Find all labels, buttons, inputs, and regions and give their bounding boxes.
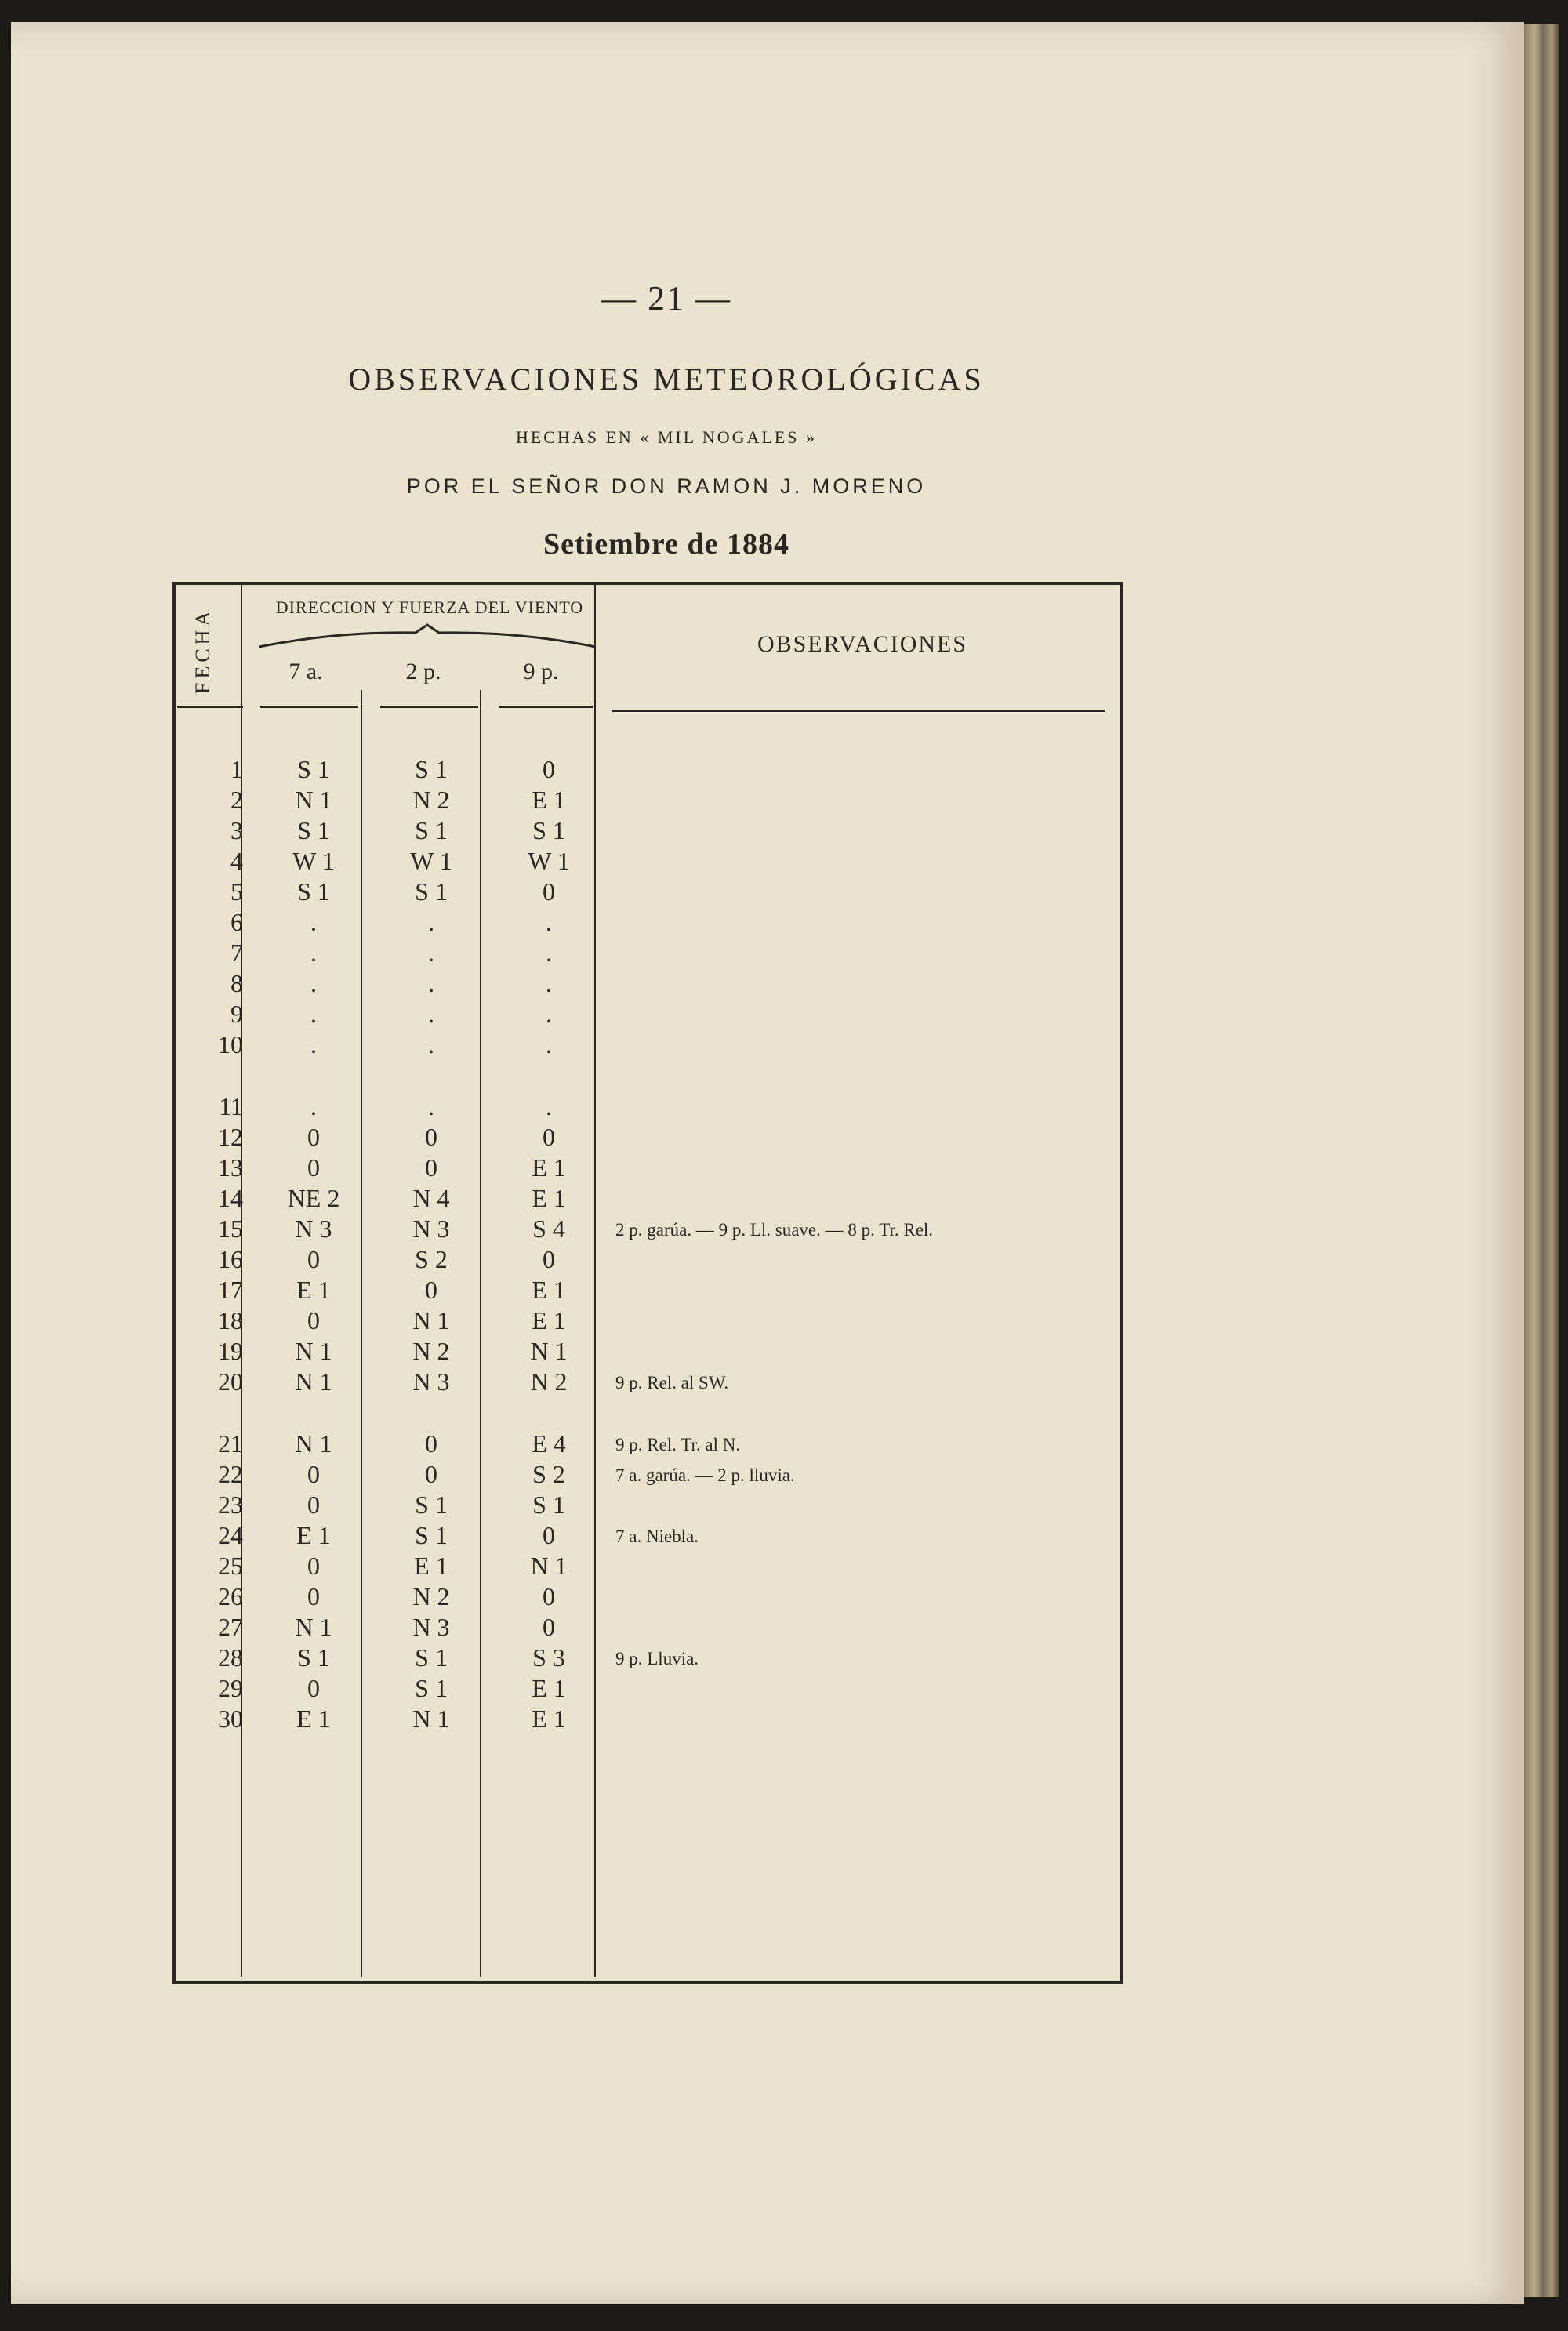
row-day: 7	[230, 939, 243, 967]
wind-2p: 0	[425, 1153, 437, 1182]
row-day: 1	[230, 755, 243, 783]
wind-2p: N 3	[412, 1613, 450, 1641]
row-day: 5	[230, 877, 243, 906]
wind-2p: N 2	[412, 1337, 450, 1365]
row-day: 17	[218, 1276, 243, 1304]
wind-9p: W 1	[528, 847, 570, 875]
row-day: 20	[218, 1367, 243, 1396]
time-header-2p: 2 p.	[405, 659, 441, 684]
wind-9p: S 4	[532, 1215, 565, 1243]
fecha-header: FECHA	[191, 607, 214, 695]
wind-9p: E 1	[532, 1705, 566, 1733]
wind-7a: S 1	[297, 1643, 330, 1672]
row-day: 11	[219, 1092, 243, 1120]
wind-9p: 0	[543, 1613, 555, 1641]
row-day: 4	[230, 847, 243, 875]
row-day: 9	[230, 1000, 243, 1028]
wind-7a: N 1	[295, 1367, 332, 1396]
row-day: 12	[218, 1123, 243, 1151]
wind-7a: 0	[307, 1674, 320, 1702]
wind-7a: .	[310, 1092, 317, 1120]
wind-7a: NE 2	[287, 1184, 340, 1212]
wind-2p: .	[428, 939, 434, 967]
wind-9p: E 4	[532, 1429, 566, 1458]
wind-2p: S 1	[415, 1521, 448, 1549]
page-number: — 21 —	[601, 279, 731, 318]
wind-9p: .	[546, 1092, 552, 1120]
month-heading: Setiembre de 1884	[543, 528, 789, 561]
wind-9p: E 1	[532, 1184, 566, 1212]
row-day: 18	[218, 1306, 243, 1334]
row-day: 21	[218, 1429, 243, 1458]
wind-9p: E 1	[532, 1153, 566, 1182]
row-day: 3	[230, 816, 243, 844]
wind-2p: N 1	[412, 1306, 450, 1334]
page-title: OBSERVACIONES METEOROLÓGICAS	[348, 361, 985, 397]
row-day: 2	[230, 786, 243, 814]
observation-note: 7 a. Niebla.	[615, 1527, 699, 1546]
wind-2p: S 2	[415, 1245, 448, 1273]
row-day: 29	[218, 1674, 243, 1702]
wind-9p: .	[546, 1030, 552, 1058]
wind-9p: E 1	[532, 1276, 566, 1304]
wind-7a: N 1	[295, 786, 332, 814]
header-rule	[499, 706, 593, 708]
row-day: 23	[218, 1490, 243, 1519]
row-day: 22	[218, 1460, 243, 1488]
wind-9p: E 1	[532, 786, 566, 814]
wind-9p: N 2	[530, 1367, 568, 1396]
wind-9p: S 1	[532, 816, 565, 844]
wind-7a: N 3	[295, 1215, 332, 1243]
wind-9p: S 2	[532, 1460, 565, 1488]
wind-2p: W 1	[410, 847, 452, 875]
wind-2p: 0	[425, 1460, 437, 1488]
wind-9p: 0	[543, 1123, 555, 1151]
wind-7a: 0	[307, 1153, 320, 1182]
row-day: 8	[230, 969, 243, 997]
row-day: 6	[230, 908, 243, 936]
wind-2p: N 4	[412, 1184, 450, 1212]
row-day: 25	[218, 1552, 243, 1580]
wind-7a: E 1	[296, 1276, 331, 1304]
wind-2p: 0	[425, 1429, 437, 1458]
wind-7a: 0	[307, 1490, 320, 1519]
row-day: 24	[218, 1521, 243, 1549]
wind-9p: S 1	[532, 1490, 565, 1519]
author-line: POR EL SEÑOR DON RAMON J. MORENO	[406, 474, 927, 498]
row-day: 19	[218, 1337, 243, 1365]
header-rule	[380, 706, 478, 708]
wind-7a: S 1	[297, 816, 330, 844]
wind-9p: 0	[543, 755, 555, 783]
wind-2p: S 1	[415, 816, 448, 844]
observations-header: OBSERVACIONES	[757, 631, 968, 657]
wind-2p: N 2	[412, 1582, 450, 1610]
wind-7a: S 1	[297, 877, 330, 906]
wind-2p: N 3	[412, 1367, 450, 1396]
wind-9p: .	[546, 908, 552, 936]
wind-2p: S 1	[415, 1490, 448, 1519]
wind-9p: 0	[543, 1245, 555, 1273]
wind-7a: E 1	[296, 1521, 331, 1549]
header-rule	[177, 706, 243, 708]
wind-9p: N 1	[530, 1552, 568, 1580]
subtitle: HECHAS EN « MIL NOGALES »	[515, 427, 817, 447]
wind-2p: E 1	[414, 1552, 448, 1580]
wind-9p: 0	[543, 1521, 555, 1549]
observation-note: 9 p. Rel. Tr. al N.	[615, 1435, 741, 1454]
wind-7a: .	[310, 908, 317, 936]
wind-7a: E 1	[296, 1705, 331, 1733]
row-day: 28	[218, 1643, 243, 1672]
time-header-9p: 9 p.	[523, 659, 559, 684]
row-day: 30	[218, 1705, 243, 1733]
header-rule	[260, 706, 358, 708]
wind-7a: 0	[307, 1582, 320, 1610]
wind-7a: 0	[307, 1306, 320, 1334]
observation-note: 9 p. Rel. al SW.	[615, 1373, 729, 1392]
wind-7a: .	[310, 939, 317, 967]
observation-note: 9 p. Lluvia.	[615, 1649, 699, 1668]
wind-9p: S 3	[532, 1643, 565, 1672]
wind-2p: N 1	[412, 1705, 450, 1733]
wind-9p: E 1	[532, 1306, 566, 1334]
row-day: 27	[218, 1613, 243, 1641]
wind-2p: S 1	[415, 877, 448, 906]
wind-2p: S 1	[415, 755, 448, 783]
row-day: 14	[218, 1184, 243, 1212]
page-edge	[1524, 24, 1559, 2297]
observation-note: 7 a. garúa. — 2 p. lluvia.	[615, 1465, 795, 1485]
wind-7a: .	[310, 1030, 317, 1058]
wind-direction-header: DIRECCION Y FUERZA DEL VIENTO	[275, 597, 584, 617]
wind-2p: .	[428, 908, 434, 936]
wind-9p: E 1	[532, 1674, 566, 1702]
row-day: 26	[218, 1582, 243, 1610]
wind-2p: 0	[425, 1276, 437, 1304]
wind-7a: .	[310, 969, 317, 997]
wind-2p: .	[428, 1092, 434, 1120]
header-rule	[612, 710, 1105, 712]
wind-7a: N 1	[295, 1429, 332, 1458]
time-header-7a: 7 a.	[289, 659, 323, 684]
wind-9p: .	[546, 969, 552, 997]
wind-2p: S 1	[415, 1643, 448, 1672]
wind-2p: N 2	[412, 786, 450, 814]
wind-2p: .	[428, 1000, 434, 1028]
wind-9p: N 1	[530, 1337, 568, 1365]
wind-7a: .	[310, 1000, 317, 1028]
wind-7a: 0	[307, 1245, 320, 1273]
wind-9p: .	[546, 1000, 552, 1028]
row-day: 15	[218, 1215, 243, 1243]
row-day: 16	[218, 1245, 243, 1273]
wind-2p: .	[428, 1030, 434, 1058]
wind-2p: .	[428, 969, 434, 997]
wind-2p: N 3	[412, 1215, 450, 1243]
wind-7a: W 1	[292, 847, 335, 875]
wind-7a: 0	[307, 1552, 320, 1580]
row-day: 13	[218, 1153, 243, 1182]
header-brace	[259, 623, 596, 655]
row-day: 10	[218, 1030, 243, 1058]
wind-9p: 0	[543, 1582, 555, 1610]
wind-7a: 0	[307, 1460, 320, 1488]
wind-2p: 0	[425, 1123, 437, 1151]
wind-9p: .	[546, 939, 552, 967]
wind-7a: 0	[307, 1123, 320, 1151]
observation-note: 2 p. garúa. — 9 p. Ll. suave. — 8 p. Tr. Rel.	[615, 1220, 934, 1240]
wind-2p: S 1	[415, 1674, 448, 1702]
wind-7a: N 1	[295, 1337, 332, 1365]
wind-7a: S 1	[297, 755, 330, 783]
wind-9p: 0	[543, 877, 555, 906]
wind-7a: N 1	[295, 1613, 332, 1641]
